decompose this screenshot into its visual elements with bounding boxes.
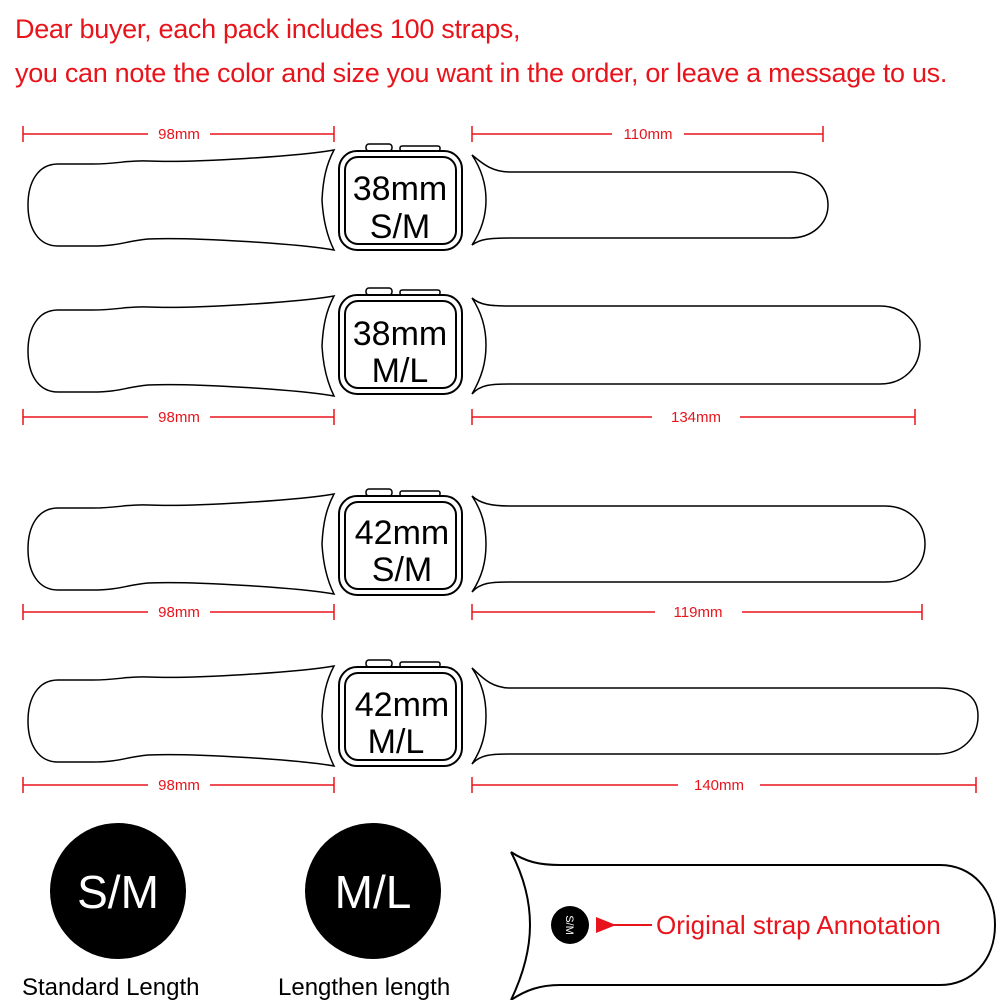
watch-size-label: 42mm <box>354 686 450 724</box>
short-length-label: 98mm <box>158 126 200 143</box>
watch-face <box>339 288 462 394</box>
watch-fit-label: M/L <box>367 723 425 761</box>
watch-fit-label: S/M <box>369 208 431 246</box>
dimension-long-3 <box>472 604 922 621</box>
legend-ml <box>305 823 441 959</box>
sm-caption: Standard Length <box>22 974 200 1001</box>
strap-size-mark-label: S/M <box>563 915 575 935</box>
strap-row-38mm-ml <box>23 288 920 426</box>
notice-line-2: you can note the color and size you want in the order, or leave a message to us. <box>15 58 948 88</box>
dimension-short-3 <box>23 604 334 621</box>
short-length-label: 98mm <box>158 409 200 426</box>
watch-fit-label: S/M <box>371 551 433 589</box>
watch-face <box>339 660 462 766</box>
dimension-short-4 <box>23 777 334 794</box>
long-strap-piece <box>472 155 828 245</box>
dimension-long-2 <box>472 409 915 426</box>
watch-face <box>339 489 462 595</box>
short-strap-piece <box>28 296 334 396</box>
legend-sm <box>50 823 186 959</box>
long-length-label: 140mm <box>693 777 745 794</box>
long-strap-piece <box>472 496 925 592</box>
ml-caption: Lengthen length <box>278 974 451 1001</box>
short-strap-piece <box>28 150 334 250</box>
short-length-label: 98mm <box>158 777 200 794</box>
watch-size-label: 38mm <box>352 170 448 208</box>
watch-size-label: 38mm <box>352 315 448 353</box>
watch-face <box>339 144 462 250</box>
long-strap-piece <box>472 298 920 394</box>
dimension-long-4 <box>472 777 976 794</box>
dimension-long-1 <box>472 126 823 143</box>
long-strap-piece <box>472 668 978 764</box>
short-length-label: 98mm <box>158 604 200 621</box>
notice-line-1: Dear buyer, each pack includes 100 straps, <box>15 14 521 44</box>
strap-row-42mm-ml <box>23 660 978 794</box>
long-length-label: 110mm <box>623 126 673 143</box>
long-length-label: 119mm <box>673 604 723 621</box>
watch-fit-label: M/L <box>371 352 429 390</box>
short-strap-piece <box>28 666 334 766</box>
strap-row-38mm-sm <box>23 126 828 250</box>
strap-row-42mm-sm <box>23 489 925 621</box>
ml-badge-label: M/L <box>334 866 412 918</box>
dimension-short-1 <box>23 126 334 143</box>
annotation-text: Original strap Annotation <box>656 910 941 940</box>
original-strap-annotation <box>511 852 995 1000</box>
short-strap-piece <box>28 494 334 594</box>
dimension-short-2 <box>23 409 334 426</box>
sm-badge-label: S/M <box>77 866 159 918</box>
watch-size-label: 42mm <box>354 514 450 552</box>
long-length-label: 134mm <box>670 409 722 426</box>
